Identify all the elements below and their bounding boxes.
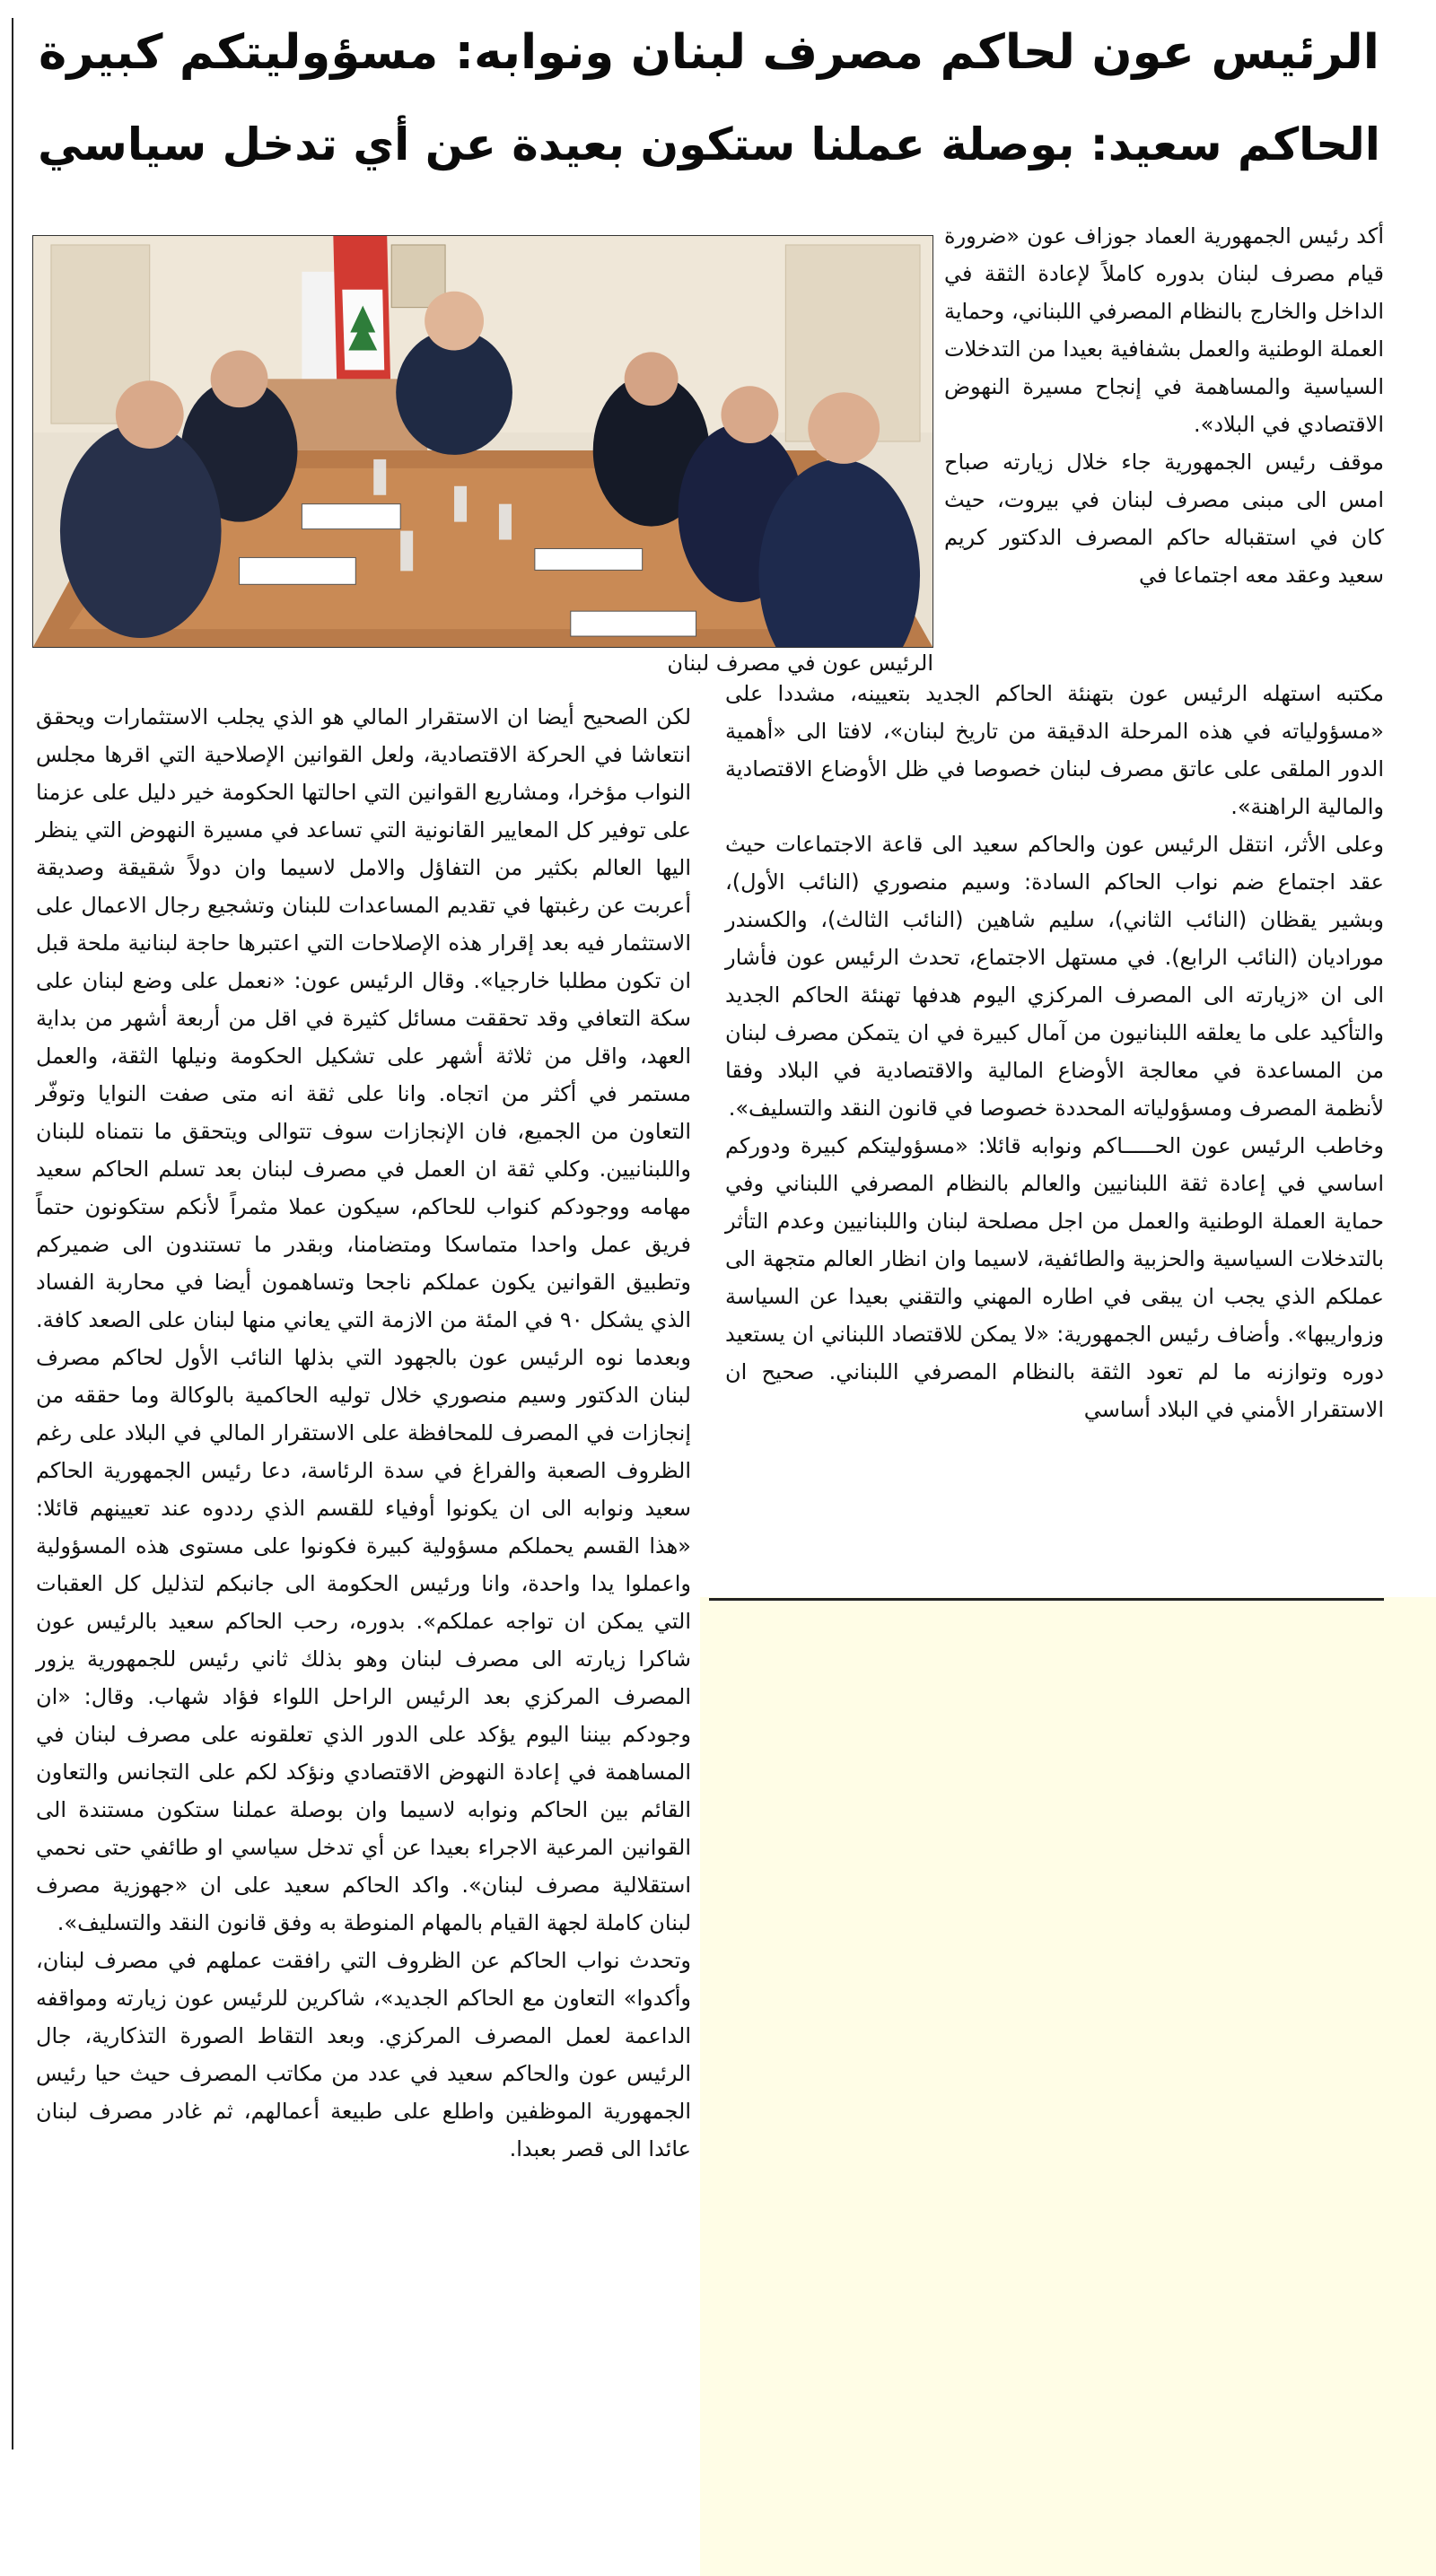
headline-line-2: الحاكم سعيد: بوصلة عملنا ستكون بعيدة عن أي تدخل سياسي xyxy=(38,118,1380,170)
column-rule xyxy=(12,18,13,2449)
article-paragraph: مكتبه استهله الرئيس عون بتهنئة الحاكم الجديد بتعيينه، مشددا على «مسؤولياته في هذه المرحلة الدقيقة من تاريخ لبنان»، لافتا الى «أهمية الدور الملقى على عاتق مصرف لبنان خصوصا في ظل الأوضاع الاقتصادية والمالية الراهنة». xyxy=(725,681,1384,819)
article-paragraph: وتحدث نواب الحاكم عن الظروف التي رافقت عملهم في مصرف لبنان، وأكدوا» التعاون مع الحاكم الجديد»، شاكرين للرئيس عون زيارته ومواقفه الداعمة لعمل المصرف المركزي. وبعد التقاط الصورة التذكارية، جال الرئيس عون والحاكم سعيد في عدد من مكاتب المصرف حيث حيا رئيس الجمهورية الموظفين واطلع على طبيعة أعمالهم، ثم غادر مصرف لبنان عائدا الى قصر بعبدا. xyxy=(36,1948,691,2161)
article-paragraph: وعلى الأثر، انتقل الرئيس عون والحاكم سعيد الى قاعة الاجتماعات حيث عقد اجتماع ضم نواب الحاكم السادة: وسيم منصوري (النائب الأول)، وبشير يقظان (النائب الثاني)، سليم شاهين (النائب الثالث)، والكسندر موراديان (النائب الرابع). في مستهل الاجتماع، تحدث الرئيس عون فأشار الى ان «زيارته الى المصرف المركزي اليوم هدفها تهنئة الحاكم الجديد والتأكيد على ما يعلقه اللبنانيون من آمال كبيرة في ان يتمكن مصرف لبنان من المساعدة في معالجة الأوضاع المالية والاقتصادية في البلاد وفقا لأنظمة المصرف ومسؤولياته المحددة خصوصا في قانون النقد والتسليف». xyxy=(725,832,1384,1121)
photo-caption: الرئيس عون في مصرف لبنان xyxy=(667,651,933,676)
article-paragraph: أكد رئيس الجمهورية العماد جوزاف عون «ضرورة قيام مصرف لبنان بدوره كاملاً لإعادة الثقة في الداخل والخارج بالنظام المصرفي اللبناني، وحماية العملة الوطنية والعمل بشفافية بعيدا من التدخلات السياسية والمساهمة في إنجاح مسيرة النهوض الاقتصادي في البلاد». xyxy=(944,223,1384,437)
article-photo xyxy=(32,235,933,648)
article-column-right-top xyxy=(944,217,1384,594)
article-paragraph: لكن الصحيح أيضا ان الاستقرار المالي هو الذي يجلب الاستثمارات ويحقق انتعاشا في الحركة الاقتصادية، ولعل القوانين الإصلاحية التي اقرها مجلس النواب مؤخرا، ومشاريع القوانين التي احالتها الحكومة خير دليل على عزمنا على توفير كل المعايير القانونية التي تساعد في مسيرة النهوض التي ينظر اليها العالم بكثير من التفاؤل والامل لاسيما وان دولاً شقيقة وصديقة أعربت عن رغبتها في تقديم المساعدات للبنان وتشجيع رجال الاعمال على الاستثمار فيه بعد إقرار هذه الإصلاحات التي اعتبرها حاجة لبنانية ملحة قبل ان تكون مطلبا خارجيا». وقال الرئيس عون: «نعمل على وضع لبنان على سكة التعافي وقد تحققت مسائل كثيرة في اقل من أربعة أشهر من بداية العهد، واقل من ثلاثة أشهر على تشكيل الحكومة ونيلها الثقة، والعمل مستمر في أكثر من اتجاه. وانا على ثقة انه متى صفت النوايا وتوفّر التعاون من الجميع، فان الإنجازات سوف تتوالى ويتحقق ما نتمناه للبنان واللبنانيين. وكلي ثقة ان العمل في مصرف لبنان بعد تسلم الحاكم سعيد مهامه ووجودكم كنواب للحاكم، سيكون عملا مثمراً لأنكم ستكونون حتماً فريق عمل واحدا متماسكا ومتضامنا، وبقدر ما تستندون الى ضميركم وتطبيق القوانين يكون عملكم ناجحا وتساهمون أيضا في محاربة الفساد الذي يشكل ٩٠ في المئة من الازمة التي يعاني منها لبنان على الصعد كافة. وبعدما نوه الرئيس عون بالجهود التي بذلها النائب الأول لحاكم مصرف لبنان الدكتور وسيم منصوري خلال توليه الحاكمية بالوكالة وما حققه من إنجازات في المصرف للمحافظة على الاستقرار المالي في البلاد على رغم الظروف الصعبة والفراغ في سدة الرئاسة، دعا رئيس الجمهورية الحاكم سعيد ونوابه الى ان يكونوا أوفياء للقسم الذي رددوه عند تعيينهم قائلا: «هذا القسم يحملكم مسؤولية كبيرة فكونوا على مستوى هذه المسؤولية واعملوا يدا واحدة، وانا ورئيس الحكومة الى جانبكم لتذليل كل العقبات التي يمكن ان تواجه عملكم». بدوره، رحب الحاكم سعيد بالرئيس عون شاكرا زيارته الى مصرف لبنان وهو بذلك ثاني رئيس للجمهورية يزور المصرف المركزي بعد الرئيس الراحل اللواء فؤاد شهاب. وقال: «ان وجودكم بيننا اليوم يؤكد على الدور الذي تعلقونه على مصرف لبنان في المساهمة في إعادة النهوض الاقتصادي ونؤكد لكم على التجانس والتعاون القائم بين الحاكم ونوابه لاسيما وان بوصلة عملنا ستكون مستندة الى القوانين المرعية الاجراء بعيدا عن أي تدخل سياسي او طائفي حتى نحمي استقلالية مصرف لبنان». واكد الحاكم سعيد على ان «جهوزية مصرف لبنان كاملة لجهة القيام بالمهام المنوطة به وفق قانون النقد والتسليف». xyxy=(36,704,691,1935)
article-column-left xyxy=(36,698,691,2168)
article-column-right-middle xyxy=(725,675,1384,1428)
background-panel xyxy=(700,1597,1436,2576)
article-paragraph: موقف رئيس الجمهورية جاء خلال زيارته صباح امس الى مبنى مصرف لبنان في بيروت، حيث كان في استقباله حاكم المصرف الدكتور كريم سعيد وعقد معه اجتماعا في xyxy=(944,450,1384,588)
meeting-photo-illustration xyxy=(33,236,933,647)
article-paragraph: وخاطب الرئيس عون الحـــــاكم ونوابه قائلا: «مسؤوليتكم كبيرة ودوركم اساسي في إعادة ثقة اللبنانيين والعالم بالنظام المصرفي اللبناني وفي حماية العملة الوطنية والعمل من اجل مصلحة لبنان واللبنانيين وعدم التأثر بالتدخلات السياسية والحزبية والطائفية، لاسيما وان انظار العالم متجهة الى عملكم الذي يجب ان يبقى في اطاره المهني والتقني بعيدا عن السياسة وزواريبها». وأضاف رئيس الجمهورية: «لا يمكن للاقتصاد اللبناني ان يستعيد دوره وتوازنه ما لم تعود الثقة بالنظام المصرفي اللبناني. صحيح ان الاستقرار الأمني في البلاد أساسي xyxy=(725,1133,1384,1422)
article-end-rule xyxy=(709,1598,1384,1601)
headline-line-1: الرئيس عون لحاكم مصرف لبنان ونوابه: مسؤوليتكم كبيرة xyxy=(39,25,1379,80)
